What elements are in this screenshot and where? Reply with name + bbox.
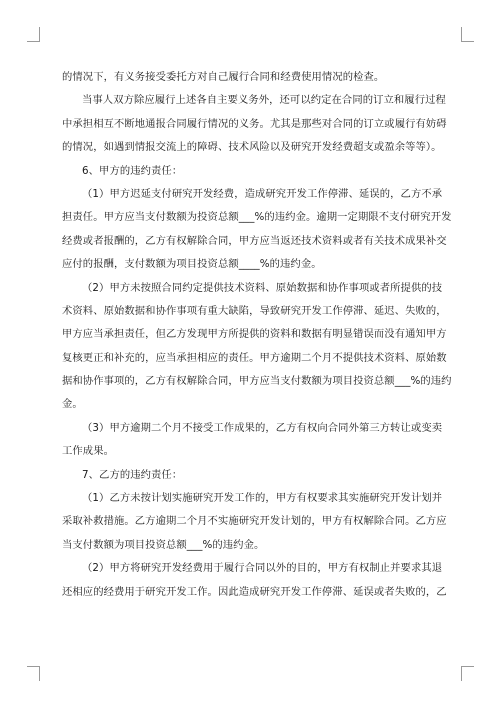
text-line: 当事人双方除应履行上述各自主要义务外，还可以约定在合同的订立和履行过程 <box>82 94 446 107</box>
document-body <box>62 66 452 604</box>
crop-mark-top-right <box>461 27 474 42</box>
text-line: 甲方应当承担责任，但乙方发现甲方所提供的资料和数据有明显错误而没有通知甲方 <box>62 328 447 341</box>
text-line: 金。 <box>62 398 83 411</box>
text-line: 6、甲方的违约责任： <box>82 164 183 177</box>
text-line: （1）甲方迟延支付研究开发经费，造成研究开发工作停滞、延误的，乙方不承 <box>82 187 443 200</box>
text-line: 的情况，如遇到情报交流上的障碍、技术风险以及研究开发经费超支或盈余等等）。 <box>62 141 442 154</box>
crop-mark-top-left <box>27 27 40 42</box>
text-line: 采取补救措施。乙方逾期二个月不实施研究开发计划的，甲方有权解除合同。乙方应 <box>62 515 447 528</box>
text-line: 复核更正和补充的，应当承担相应的责任。甲方逾期二个月不提供技术资料、原始数 <box>62 351 447 364</box>
crop-mark-bottom-right <box>461 666 474 681</box>
text-line: 担责任。甲方应当支付数额为投资总额___%的违约金。逾期一定期限不支付研究开发 <box>62 211 452 224</box>
text-line: 当支付数额为项目投资总额___%的违约金。 <box>62 538 265 551</box>
text-line: 术资料、原始数据和协作事项有重大缺陷，导致研究开发工作停滞、延迟、失败的， <box>62 304 447 317</box>
text-line: （2）甲方未按照合同约定提供技术资料、原始数据和协作事项或者所提供的技 <box>82 281 443 294</box>
text-line: （1）乙方未按计划实施研究开发工作的，甲方有权要求其实施研究开发计划并 <box>82 492 443 505</box>
text-line: 据和协作事项的，乙方有权解除合同，甲方应当支付数额为项目投资总额___%的违约 <box>62 375 452 388</box>
text-line: 7、乙方的违约责任： <box>82 468 183 481</box>
text-line: 应付的报酬，支付数额为项目投资总额____%的违约金。 <box>62 258 322 271</box>
text-line: （3）甲方逾期二个月不接受工作成果的，乙方有权向合同外第三方转让或变卖 <box>82 421 443 434</box>
text-line: 经费或者报酬的，乙方有权解除合同，甲方应当返还技术资料或者有关技术成果补交 <box>62 234 447 247</box>
crop-mark-bottom-left <box>27 666 40 681</box>
text-line: 工作成果。 <box>62 445 114 458</box>
text-line: （2）甲方将研究开发经费用于履行合同以外的目的，甲方有权制止并要求其退 <box>82 562 443 575</box>
text-line: 中承担相互不断地通报合同履行情况的义务。尤其是那些对合同的订立或履行有妨碍 <box>62 117 447 130</box>
text-line: 还相应的经费用于研究开发工作。因此造成研究开发工作停滞、延误或者失败的，乙 <box>62 585 447 598</box>
text-line: 的情况下，有义务接受委托方对自己履行合同和经费使用情况的检查。 <box>62 71 385 83</box>
